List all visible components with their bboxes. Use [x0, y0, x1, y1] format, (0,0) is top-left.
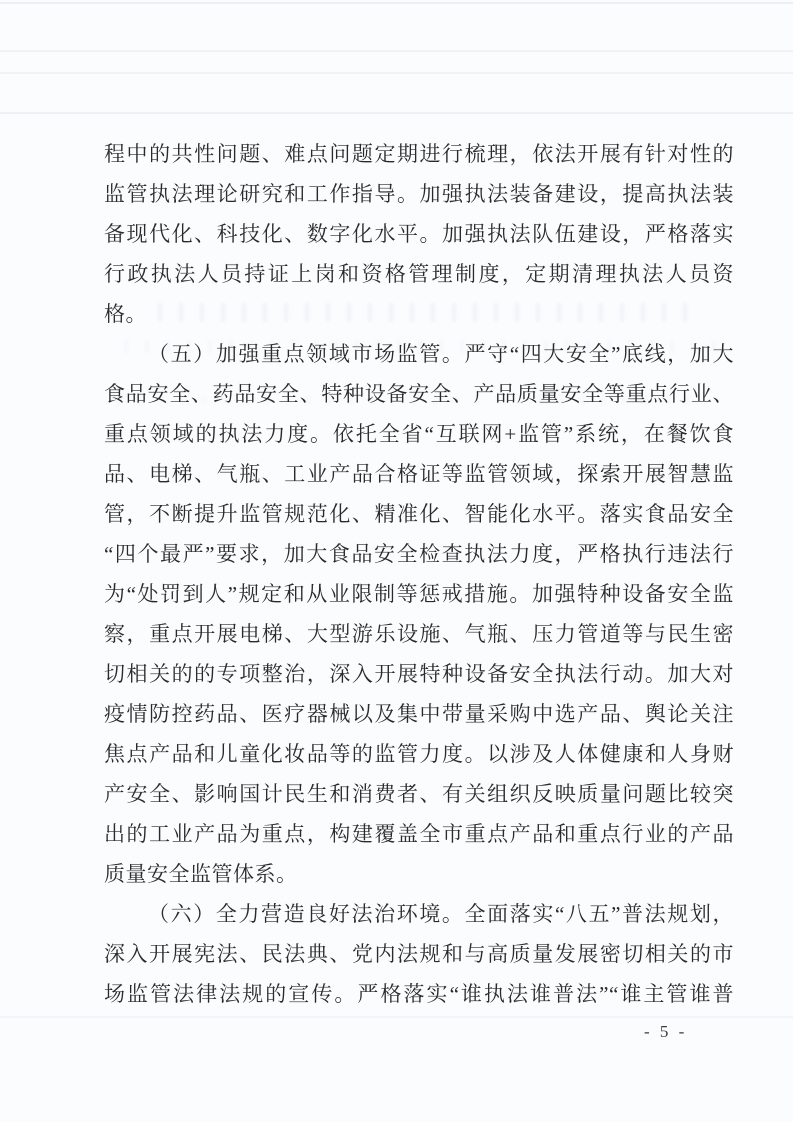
text-line: 场监管法律法规的宣传。严格落实“谁执法谁普法”“谁主管谁普 — [104, 982, 734, 1006]
text-line: 产安全、影响国计民生和消费者、有关组织反映质量问题比较突 — [104, 782, 734, 806]
text-line: 监管执法理论研究和工作指导。加强执法装备建设，提高执法装 — [104, 182, 734, 206]
text-line: 疫情防控药品、医疗器械以及集中带量采购中选产品、舆论关注 — [104, 702, 734, 726]
text-line: 深入开展宪法、民法典、党内法规和与高质量发展密切相关的市 — [104, 942, 734, 966]
text-line: 食品安全、药品安全、特种设备安全、产品质量安全等重点行业、 — [104, 382, 734, 406]
text-line: 焦点产品和儿童化妆品等的监管力度。以涉及人体健康和人身财 — [104, 742, 734, 766]
text-line: 格。 — [104, 302, 147, 326]
text-line: 管，不断提升监管规范化、精准化、智能化水平。落实食品安全 — [104, 502, 734, 526]
text-line: 质量安全监管体系。 — [104, 862, 298, 886]
text-line: 重点领域的执法力度。依托全省“互联网+监管”系统，在餐饮食 — [104, 422, 734, 446]
scan-artifact-line — [0, 50, 793, 52]
scan-artifact-line — [0, 2, 793, 4]
text-line: 行政执法人员持证上岗和资格管理制度，定期清理执法人员资 — [104, 262, 734, 286]
text-line-section-6-heading: （六）全力营造良好法治环境。全面落实“八五”普法规划， — [148, 902, 734, 926]
text-line: 品、电梯、气瓶、工业产品合格证等监管领域，探索开展智慧监 — [104, 462, 734, 486]
text-line: 出的工业产品为重点，构建覆盖全市重点产品和重点行业的产品 — [104, 822, 734, 846]
text-line: “四个最严”要求，加大食品安全检查执法力度，严格执行违法行 — [104, 542, 734, 566]
text-line: 为“处罚到人”规定和从业限制等惩戒措施。加强特种设备安全监 — [104, 582, 734, 606]
scan-artifact-line — [0, 1016, 793, 1018]
text-line: 程中的共性问题、难点问题定期进行梳理，依法开展有针对性的 — [104, 142, 734, 166]
text-line: 备现代化、科技化、数字化水平。加强执法队伍建设，严格落实 — [104, 222, 734, 246]
text-line: 切相关的的专项整治，深入开展特种设备安全执法行动。加大对 — [104, 662, 734, 686]
scan-artifact-line — [0, 72, 793, 74]
text-line: 察，重点开展电梯、大型游乐设施、气瓶、压力管道等与民生密 — [104, 622, 734, 646]
text-line-section-5-heading: （五）加强重点领域市场监管。严守“四大安全”底线，加大 — [148, 342, 734, 366]
scan-artifact-line — [0, 112, 793, 114]
body-text-block — [104, 134, 734, 1014]
page-number: - 5 - — [644, 1022, 688, 1041]
